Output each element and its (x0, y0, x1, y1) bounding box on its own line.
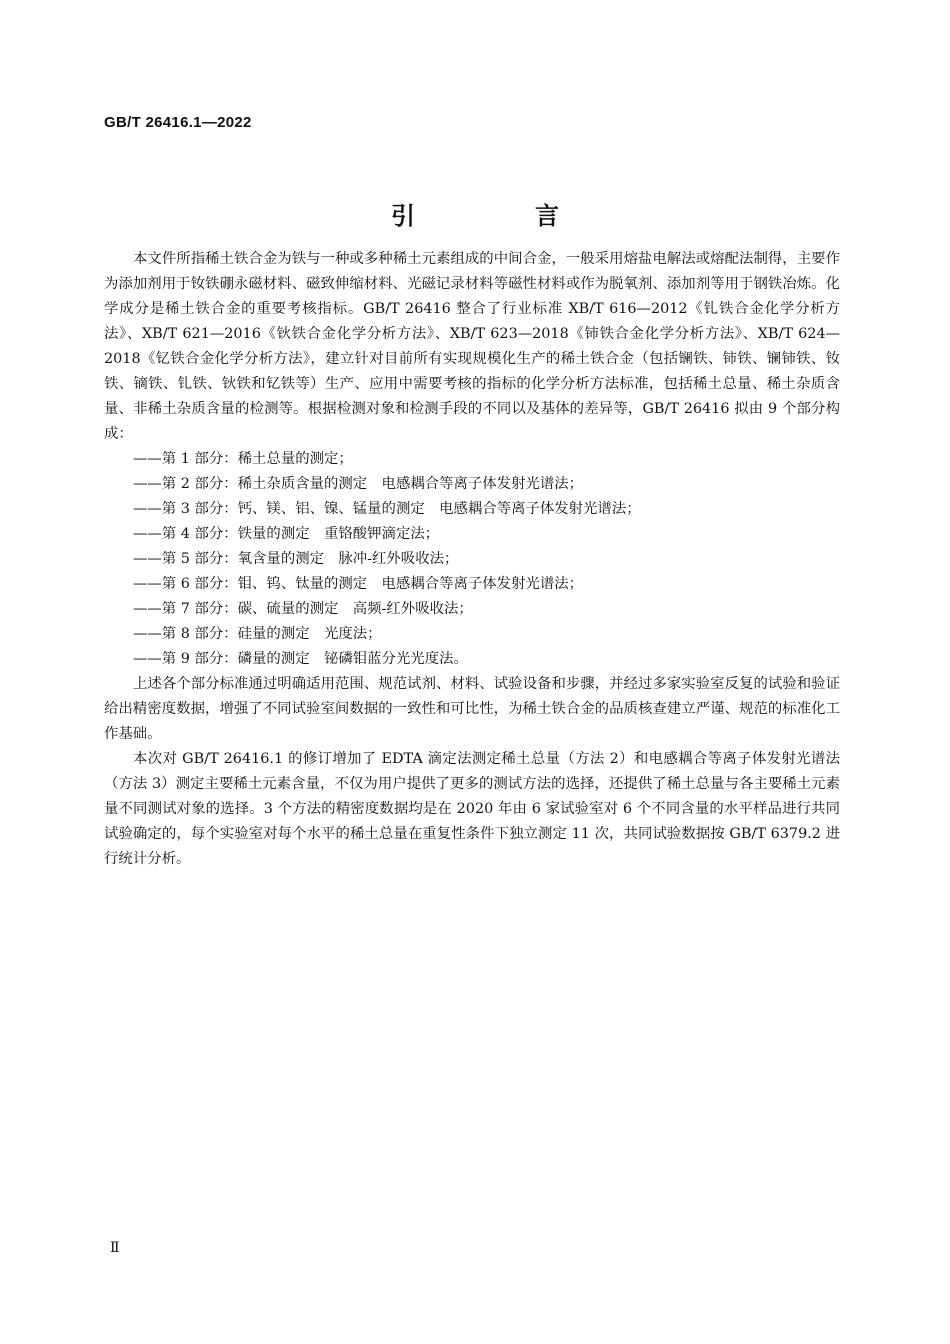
page-number: Ⅱ (110, 1240, 120, 1256)
section-title: 引 言 (391, 202, 607, 230)
intro-paragraph: 本文件所指稀土铁合金为铁与一种或多种稀土元素组成的中间合金，一般采用熔盐电解法或熔配法制得，主要作为添加剂用于钕铁硼永磁材料、磁致伸缩材料、光磁记录材料等磁性材料或作为脱氧剂、添加剂等用于钢铁冶炼。化学成分是稀土铁合金的重要考核指标。GB/T 26416 整合了行业标准 XB/T 616—2012《钆铁合金化学分析方法》、XB/T 621—2016《钬铁合金化学分析方法》、XB/T 623—2018《铈铁合金化学分析方法》、XB/T 624—2018《钇铁合金化学分析方法》，建立针对目前所有实现规模化生产的稀土铁合金（包括镧铁、铈铁、镧铈铁、钕铁、镝铁、钆铁、钬铁和钇铁等）生产、应用中需要考核的指标的化学分析方法标准，包括稀土总量、稀土杂质含量、非稀土杂质含量的检测等。根据检测对象和检测手段的不同以及基体的差异等，GB/T 26416 拟由 9 个部分构成： (104, 251, 840, 442)
part-list-item: ——第 5 部分：氧含量的测定 脉冲-红外吸收法； (133, 551, 459, 567)
part-list-item: ——第 7 部分：碳、硫量的测定 高频-红外吸收法； (133, 601, 473, 617)
part-list-item: ——第 4 部分：铁量的测定 重铬酸钾滴定法； (133, 526, 440, 542)
part-list-item: ——第 2 部分：稀土杂质含量的测定 电感耦合等离子体发射光谱法； (133, 476, 584, 492)
revision-paragraph: 本次对 GB/T 26416.1 的修订增加了 EDTA 滴定法测定稀土总量（方法 2）和电感耦合等离子体发射光谱法（方法 3）测定主要稀土元素含量，不仅为用户提供了更多的测试方法的选择，还提供了稀土总量与各主要稀土元素量不同测试对象的选择。3 个方法的精密度数据均是在 2020 年由 6 家试验室对 6 个不同含量的水平样品进行共同试验确定的，每个实验室对每个水平的稀土总量在重复性条件下独立测定 11 次，共同试验数据按 GB/T 6379.2 进行统计分析。 (104, 751, 840, 867)
part-list-item: ——第 3 部分：钙、镁、铝、镍、锰量的测定 电感耦合等离子体发射光谱法； (133, 501, 641, 517)
closing-paragraph: 上述各个部分标准通过明确适用范围、规范试剂、材料、试验设备和步骤，并经过多家实验室反复的试验和验证给出精密度数据，增强了不同试验室间数据的一致性和可比性，为稀土铁合金的品质核查建立严谨、规范的标准化工作基础。 (104, 676, 840, 742)
part-list-item: ——第 1 部分：稀土总量的测定； (133, 451, 353, 467)
part-list-item: ——第 6 部分：钼、钨、钛量的测定 电感耦合等离子体发射光谱法； (133, 576, 584, 592)
part-list-item: ——第 8 部分：硅量的测定 光度法； (133, 626, 382, 642)
part-list-item: ——第 9 部分：磷量的测定 铋磷钼蓝分光光度法。 (133, 651, 468, 667)
body-text (104, 247, 840, 872)
standard-code: GB/T 26416.1—2022 (104, 114, 252, 131)
